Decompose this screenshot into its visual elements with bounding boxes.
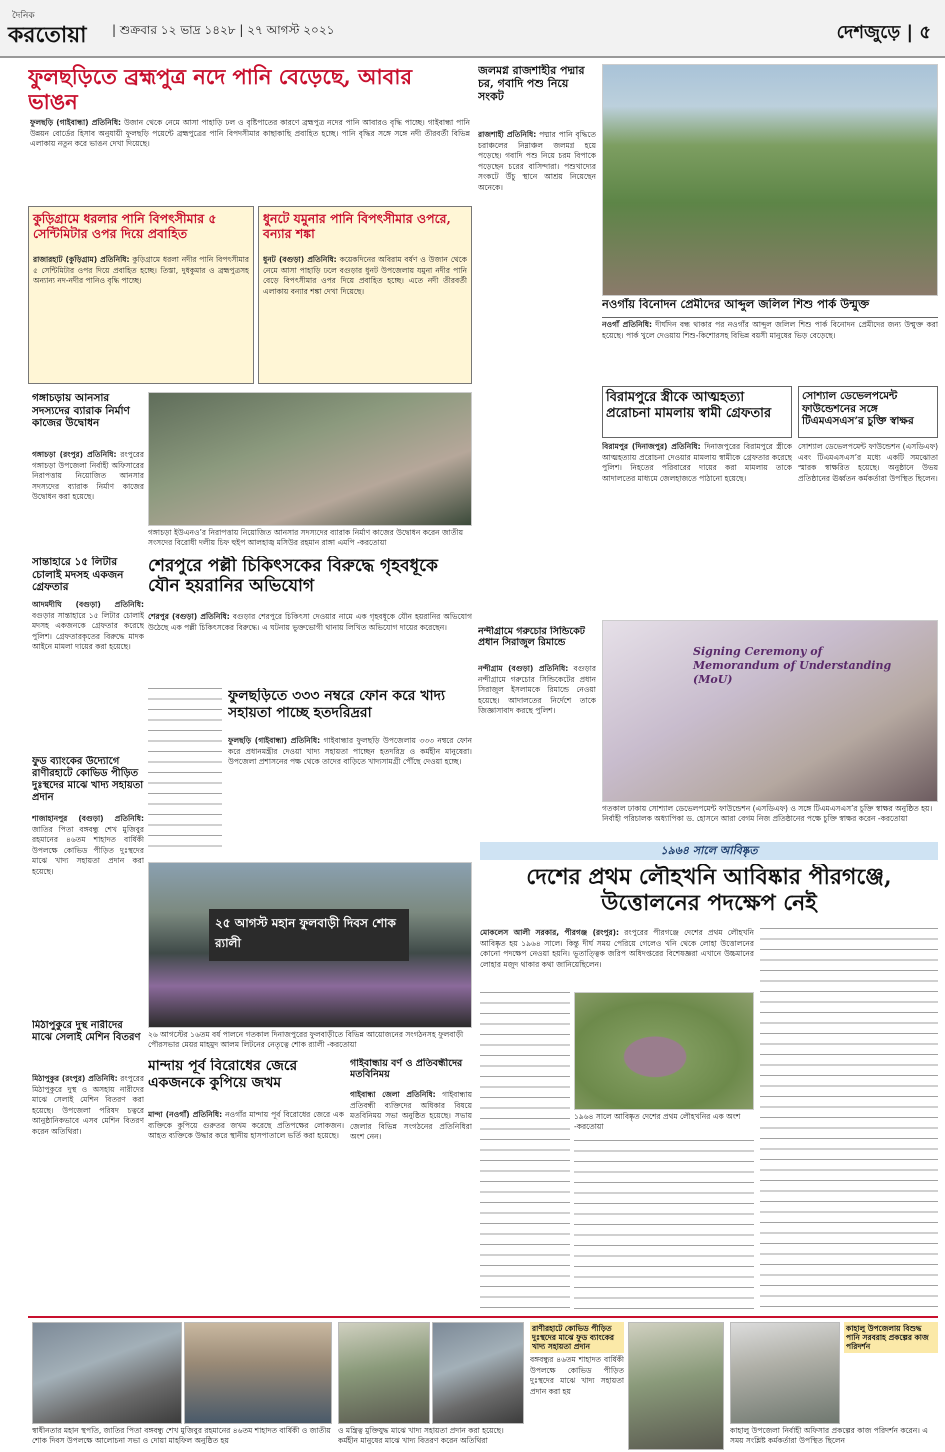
gangachara-caption <box>148 528 472 552</box>
iron-mine-photo <box>574 992 754 1110</box>
gangachara-body <box>32 450 144 550</box>
bottom-photo-6 <box>730 1322 840 1424</box>
fulchhari-333-text: গাইবান্ধার ফুলছড়ি উপজেলায় ৩৩৩ নম্বরে ফোন করে প্রধানমন্ত্রীর দেওয়া খাদ্য সহায়তা পাচ্ছেন হতদরিদ্র ও কর্মহীন মানুষেরা। উপজেলা প্রশাসনের পক্ষ থেকে তাদের বাড়িতে খাদ্যসামগ্রী পৌঁছে দেওয়া হচ্ছে। <box>228 736 472 766</box>
kurigram-box <box>28 206 254 384</box>
bottom-photo-5 <box>628 1322 724 1450</box>
park-body <box>602 320 938 382</box>
gangachara-text: রংপুরের গঙ্গাচড়া উপজেলা নির্বাহী অফিসারের নিরাপত্তায় নিয়োজিত আনসার সদস্যদের ব্যারাক নির্মাণ কাজের উদ্বোধন করা হয়েছে। <box>32 450 144 501</box>
bottom-caption-1: স্বাধীনতার মহান স্থপতি, জাতির পিতা বঙ্গবন্ধু শেখ মুজিবুর রহমানের ৪৬তম শাহাদত বার্ষিকী ও জাতীয় শোক দিবস উপলক্ষে আলোচনা সভা ও দোয়া মাহফিল অনুষ্ঠিত হয় <box>32 1426 331 1445</box>
kurigram-body <box>33 255 249 379</box>
sherpur-text: বগুড়ার শেরপুরে চিকিৎসা দেওয়ার নামে এক গৃহবধূকে যৌন হয়রানির অভিযোগ উঠেছে এক পল্লী চিকিৎসকের বিরুদ্ধে। এ ঘটনায় ভুক্তভোগী থানায় লিখিত অভিযোগ দায়ের করেছেন। <box>148 612 472 632</box>
park-byline: নওগাঁ প্রতিনিধি: <box>602 320 652 329</box>
bottom-story3-body: বঙ্গবন্ধুর ৪৬তম শাহাদত বার্ষিকী উপলক্ষে কোভিড পীড়িত দুঃস্থদের মাঝে খাদ্য সহায়তা প্রদান করা হয় <box>530 1355 624 1396</box>
dhunat-body <box>263 255 467 379</box>
section-title: দেশজুড়ে | ৫ <box>836 22 931 43</box>
iron-mine-caption <box>574 1112 754 1134</box>
bottom-caption-4: কাহালু উপজেলা নির্বাহী অফিসার প্রকল্পের কাজ পরিদর্শন করেন। এ সময় সংশ্লিষ্ট কর্মকর্তারা উপস্থিত ছিলেন <box>730 1426 928 1445</box>
bottom-photo-3 <box>338 1322 430 1424</box>
sherpur-body <box>148 612 472 682</box>
dhunat-box <box>258 206 472 384</box>
santahar-body <box>32 600 144 750</box>
kurigram-text: কুড়িগ্রামে ধরলা নদীর পানি বিপৎসীমার ৫ সেন্টিমিটার ওপর দিয়ে প্রবাহিত হচ্ছে। তিস্তা, দুধকুমার ও ব্রহ্মপুত্রসহ অন্যান্য নদ-নদীর পানিও বৃদ্ধি পাচ্ছে। <box>33 255 249 285</box>
santahar-byline: আদমদীঘি (বগুড়া) প্রতিনিধি: <box>32 600 144 609</box>
padma-body <box>478 130 596 620</box>
mithapukur-headline: মিঠাপুকুরে দুস্থ নারীদের মাঝে সেলাই মেশিন বিতরণ <box>32 1020 141 1043</box>
birampur-byline: বিরামপুর (দিনাজপুর) প্রতিনিধি: <box>602 442 701 451</box>
foodbank-headline: ফুড ব্যাংকের উদ্যোগে রাণীরহাটে কোভিড পীড়িত দুঃস্থদের মাঝে খাদ্য সহায়তা প্রদান <box>32 756 144 803</box>
dhunat-byline: ধুনট (বগুড়া) প্রতিনিধি: <box>263 255 337 264</box>
park-photo <box>602 64 938 296</box>
mou-caption-text: গতকাল ঢাকায় সোশ্যাল ডেভেলপমেন্ট ফাউন্ডেশন (এসডিএফ) ও সঙ্গে টিএমএসএস’র চুক্তি স্বাক্ষর অনুষ্ঠিত হয়। নির্বাহী পরিচালক অধ্যাপিকা ড. হোসনে আরা বেগম নিজ প্রতিষ্ঠানের পক্ষে চুক্তি স্বাক্ষর করেন <box>602 804 933 823</box>
lead-byline: ফুলছড়ি (গাইবান্ধা) প্রতিনিধি: <box>30 118 122 127</box>
nandigram-byline: নন্দীগ্রাম (বগুড়া) প্রতিনিধি: <box>478 664 569 673</box>
rally-photo <box>148 862 472 1028</box>
kurigram-byline: রাজারহাট (কুড়িগ্রাম) প্রতিনিধি: <box>33 255 130 264</box>
iron-mine-text: রংপুরের পীরগঞ্জে দেশের প্রথম লৌহখনি আবিষ্কৃত হয় ১৯৬৪ সালে। কিন্তু দীর্ঘ সময় পেরিয়ে গেলেও খনি থেকে লোহা উত্তোলনের কোনো পদক্ষেপ নেওয়া হয়নি। ভূতাত্ত্বিক জরিপ অধিদপ্তরের বিশেষজ্ঞরা এখানে উচ্চমানের লোহার মজুদ থাকার কথা জানিয়েছিলেন। <box>480 928 754 969</box>
sherpur-headline: শেরপুরে পল্লী চিকিৎসকের বিরুদ্ধে গৃহবধূকে যৌন হয়রানির অভিযোগ <box>148 556 438 597</box>
birampur-text: দিনাজপুরের বিরামপুরে স্ত্রীকে আত্মহত্যায় প্ররোচনা দেওয়ার মামলায় স্বামীকে গ্রেফতার করেছে পুলিশ। নিহতের পরিবারের দায়ের করা মামলায় তাকে আদালতের মাধ্যমে জেলহাজতে পাঠানো হয়েছে। <box>602 442 792 483</box>
fulchhari-333-byline: ফুলছড়ি (গাইবান্ধা) প্রতিনিধি: <box>228 736 321 745</box>
sherpur-continued-text <box>148 688 222 856</box>
padma-headline: জলমগ্ন রাজশাহীর পদ্মার চর, গবাদি পশু নিয়ে সংকট <box>478 64 585 104</box>
iron-mine-credit: -করতোয়া <box>574 1122 604 1131</box>
bottom-caption-2: ও মন্ত্রিত্ব মুক্তিযুদ্ধ মাঝে খাদ্য সহায়তা প্রদান করা হয়েছে। কর্মহীন মানুষের মাঝে খাদ্য বিতরণ করেন অতিথিরা <box>338 1426 504 1445</box>
paper-logo: করতোয়া <box>8 22 87 48</box>
iron-mine-col2 <box>574 1140 754 1310</box>
park-text: দীর্ঘদিন বন্ধ থাকার পর নওগাঁর আব্দুল জলিল শিশু পার্ক বিনোদন প্রেমীদের জন্য উন্মুক্ত করা হয়েছে। পার্ক খুলে দেওয়ায় শিশু-কিশোরসহ বিভিন্ন বয়সী মানুষের ভিড় বেড়েছে। <box>602 320 938 340</box>
park-headline: নওগাঁয় বিনোদন প্রেমীদের আব্দুল জলিল শিশু পার্ক উন্মুক্ত <box>602 298 938 318</box>
foodbank-text: জাতির পিতা বঙ্গবন্ধু শেখ মুজিবুর রহমানের ৪৬তম শাহাদত বার্ষিকী উপলক্ষে কোভিড পীড়িত দুঃস্থদের মাঝে খাদ্য সহায়তা প্রদান করা হয়েছে। <box>32 824 144 876</box>
lead-body <box>30 118 470 202</box>
dateline: | শুক্রবার ১২ ভাদ্র ১৪২৮ | ২৭ আগস্ট ২০২১ <box>112 23 335 37</box>
gaibandha-byline: গাইবান্ধা জেলা প্রতিনিধি: <box>350 1090 436 1099</box>
santahar-headline: সান্তাহারে ১৫ লিটার চোলাই মদসহ একজন গ্রেফতার <box>32 556 124 594</box>
foodbank-body <box>32 814 144 1014</box>
mithapukur-body <box>32 1074 144 1310</box>
lead-text: উজান থেকে নেমে আসা পাহাড়ি ঢল ও বৃষ্টিপাতের কারণে ব্রহ্মপুত্র নদের পানি আবারও বৃদ্ধি পাচ্ছে। গাইবান্ধা পানি উন্নয়ন বোর্ডের হিসাব অনুযায়ী ফুলছড়ি পয়েন্টে ব্রহ্মপুত্রের পানি বিপদসীমার কাছাকাছি প্রবাহিত হচ্ছে। পানি বৃদ্ধির সঙ্গে সঙ্গে নদী তীরবর্তী বিভিন্ন এলাকায় নতুন করে ভাঙন দেখা দিয়েছে। <box>30 118 470 148</box>
fulchhari-333-headline: ফুলছড়িতে ৩৩৩ নম্বরে ফোন করে খাদ্য সহায়তা পাচ্ছে হতদরিদ্ররা <box>228 688 446 721</box>
mou-photo <box>602 620 938 802</box>
birampur-body <box>602 442 792 614</box>
mou-sign-text <box>693 645 913 687</box>
iron-mine-caption-text: ১৯৬৪ সালে আবিষ্কৃত দেশের প্রথম লৌহখনির এক অংশ <box>574 1112 741 1121</box>
manda-text: নওগাঁর মান্দায় পূর্ব বিরোধের জেরে এক ব্যক্তিকে কুপিয়ে গুরুতর জখম করেছে প্রতিপক্ষের লোকজন। আহত ব্যক্তিকে উদ্ধার করে স্থানীয় হাসপাতালে ভর্তি করা হয়েছে। <box>148 1110 344 1140</box>
iron-mine-col1 <box>480 992 570 1310</box>
manda-byline: মান্দা (নওগাঁ) প্রতিনিধি: <box>148 1110 223 1119</box>
rally-banner: ২৫ আগস্ট মহান ফুলবাড়ী দিবস শোক র‍্যালী <box>209 909 409 961</box>
dhunat-headline: ধুনটে যমুনার পানি বিপৎসীমার ওপরে, বন্যার শঙ্কা <box>263 211 451 241</box>
bottom-story4-heading: কাহালু উপজেলায় বিশুদ্ধ পানি সরবরাহ প্রকল্পের কাজ পরিদর্শন <box>844 1322 938 1353</box>
sdf-text: সোশ্যাল ডেভেলপমেন্ট ফাউন্ডেশন (এসডিএফ) এবং টিএমএসএস’র মধ্যে একটি সমঝোতা স্মারক স্বাক্ষরিত হয়েছে। অনুষ্ঠানে উভয় প্রতিষ্ঠানের ঊর্ধ্বতন কর্মকর্তারা উপস্থিত ছিলেন। <box>798 442 938 483</box>
bottom-photo-1 <box>32 1322 182 1424</box>
padma-text: পদ্মার পানি বৃদ্ধিতে চরাঞ্চলের নিম্নাঞ্চল জলমগ্ন হয়ে পড়েছে। গবাদি পশু নিয়ে চরম বিপাকে পড়েছেন চরের বাসিন্দারা। পশুখাদ্যের সংকটে উঁচু স্থানে আশ্রয় নিয়েছেন অনেকে। <box>478 130 596 192</box>
mithapukur-text: রংপুরের মিঠাপুকুরে দুস্থ ও অসহায় নারীদের মাঝে সেলাই মেশিন বিতরণ করা হয়েছে। উপজেলা পরিষদ চত্বরে আনুষ্ঠানিকভাবে এসব মেশিন বিতরণ করেন অতিথিরা। <box>32 1074 144 1136</box>
mou-credit: -করতোয়া <box>877 814 908 823</box>
gangachara-credit: -করতোয়া <box>356 538 387 547</box>
gaibandha-body <box>350 1090 472 1310</box>
dhunat-text: কয়েকদিনের অবিরাম বর্ষণ ও উজান থেকে নেমে আসা পাহাড়ি ঢলে বগুড়ার ধুনট উপজেলায় যমুনা নদীর পানি বেড়ে বিপৎসীমার ওপর দিয়ে প্রবাহিত হচ্ছে। এতে নদী তীরবর্তী এলাকায় বন্যার শঙ্কা দেখা দিয়েছে। <box>263 255 467 296</box>
gangachara-headline: গঙ্গাচড়ায় আনসার সদস্যদের ব্যারাক নির্মাণ কাজের উদ্বোধন <box>32 392 130 430</box>
gangachara-byline: গঙ্গাচড়া (রংপুর) প্রতিনিধি: <box>32 450 117 459</box>
sdf-headline: সোশ্যাল ডেভেলপমেন্ট ফাউন্ডেশনের সঙ্গে টিএমএসএস’র চুক্তি স্বাক্ষর <box>798 386 938 438</box>
iron-mine-headline: দেশের প্রথম লৌহখনি আবিষ্কার পীরগঞ্জে, উত্তোলনের পদক্ষেপ নেই <box>526 864 892 917</box>
bottom-photo-4 <box>432 1322 524 1424</box>
paper-label: দৈনিক <box>12 11 35 21</box>
gangachara-caption-text: গঙ্গাচড়া ইউএনও’র নিরাপত্তায় নিয়োজিত আনসার সদস্যদের ব্যারাক নির্মাণ কাজের উদ্বোধন করেন জাতীয় সংসদের বিরোধী দলীয় চিফ হুইপ আলহাজ্ব মসিউর রহমান রাঙ্গা এমপি <box>148 528 464 547</box>
sdf-body <box>798 442 938 614</box>
kahalu-story <box>844 1322 938 1424</box>
bottom-photo-2 <box>184 1322 332 1424</box>
sherpur-byline: শেরপুর (বগুড়া) প্রতিনিধি: <box>148 612 230 621</box>
gaibandha-headline: গাইবান্ধায় বর্ণ ও প্রতিবন্ধীদের মতবিনিময় <box>350 1058 463 1081</box>
iron-mine-byline: মোকলেস আলী সরকার, পীরগঞ্জ (রংপুর): <box>480 928 620 937</box>
gaibandha-text: গাইবান্ধায় প্রতিবন্ধী ব্যক্তিদের অধিকার বিষয়ে মতবিনিময় সভা অনুষ্ঠিত হয়েছে। সভায় জেলার বিভিন্ন সংগঠনের প্রতিনিধিরা অংশ নেন। <box>350 1090 472 1141</box>
rally-caption-text: ২৬ আগস্টের ১৬তম বর্ষ পালনে গতকাল দিনাজপুরের ফুলবাড়ীতে বিভিন্ন আয়োজনের সংগঠনসহ ফুলবাড়ী পৌরসভার মেয়র মাহমুদ আলম লিটনের নেতৃত্বে শোক র‍্যালী <box>148 1030 464 1049</box>
mou-sign-line2: Memorandum of Understanding (MoU) <box>693 659 892 686</box>
gangachara-photo <box>148 392 472 526</box>
manda-body <box>148 1110 344 1310</box>
mou-sign-line1: Signing Ceremony of <box>693 645 823 658</box>
padma-byline: রাজশাহী প্রতিনিধি: <box>478 130 537 139</box>
foodbank-bottom-story <box>530 1322 624 1450</box>
rally-caption <box>148 1030 472 1054</box>
birampur-headline: বিরামপুরে স্ত্রীকে আত্মহত্যা প্ররোচনা মামলায় স্বামী গ্রেফতার <box>602 386 792 438</box>
nandigram-text: বগুড়ার নন্দীগ্রামে গরুচোর সিন্ডিকেটের প্রধান সিরাজুল ইসলামকে রিমান্ডে নেওয়া হয়েছে। আদালতের নির্দেশে তাকে জিজ্ঞাসাবাদ করছে পুলিশ। <box>478 664 596 715</box>
rally-credit: -করতোয়া <box>327 1040 357 1049</box>
kurigram-headline: কুড়িগ্রামে ধরলার পানি বিপৎসীমার ৫ সেন্টিমিটার ওপর দিয়ে প্রবাহিত <box>33 211 217 241</box>
bottom-story3-heading: রাণীরহাটে কোভিড পীড়িত দুঃস্থদের মাঝে ফুড ব্যাংকের খাদ্য সহায়তা প্রদান <box>530 1322 624 1353</box>
bottom-divider <box>28 1316 938 1318</box>
iron-mine-banner: ১৯৬৪ সালে আবিষ্কৃত <box>480 842 938 860</box>
nandigram-headline: নন্দীগ্রামে গরুচোর সিন্ডিকেট প্রধান সিরাজুল রিমান্ডে <box>478 626 585 649</box>
foodbank-byline: শাজাহানপুর (বগুড়া) প্রতিনিধি: <box>32 814 144 823</box>
iron-mine-intro <box>480 928 754 988</box>
mithapukur-byline: মিঠাপুকুর (রংপুর) প্রতিনিধি: <box>32 1074 118 1083</box>
masthead <box>0 0 945 58</box>
fulchhari-333-body <box>228 736 472 856</box>
mou-caption <box>602 804 938 838</box>
lead-headline: ফুলছড়িতে ব্রহ্মপুত্র নদে পানি বেড়েছে, আবার ভাঙন <box>28 64 412 115</box>
manda-headline: মান্দায় পূর্ব বিরোধের জেরে একজনকে কুপিয়ে জখম <box>148 1058 298 1091</box>
iron-mine-col3 <box>760 928 938 1310</box>
santahar-text: বগুড়ার সান্তাহারে ১৫ লিটার চোলাই মদসহ একজনকে গ্রেফতার করেছে পুলিশ। গ্রেফতারকৃতের বিরুদ্ধে মাদক আইনে মামলা দায়ের করা হয়েছে। <box>32 610 144 651</box>
